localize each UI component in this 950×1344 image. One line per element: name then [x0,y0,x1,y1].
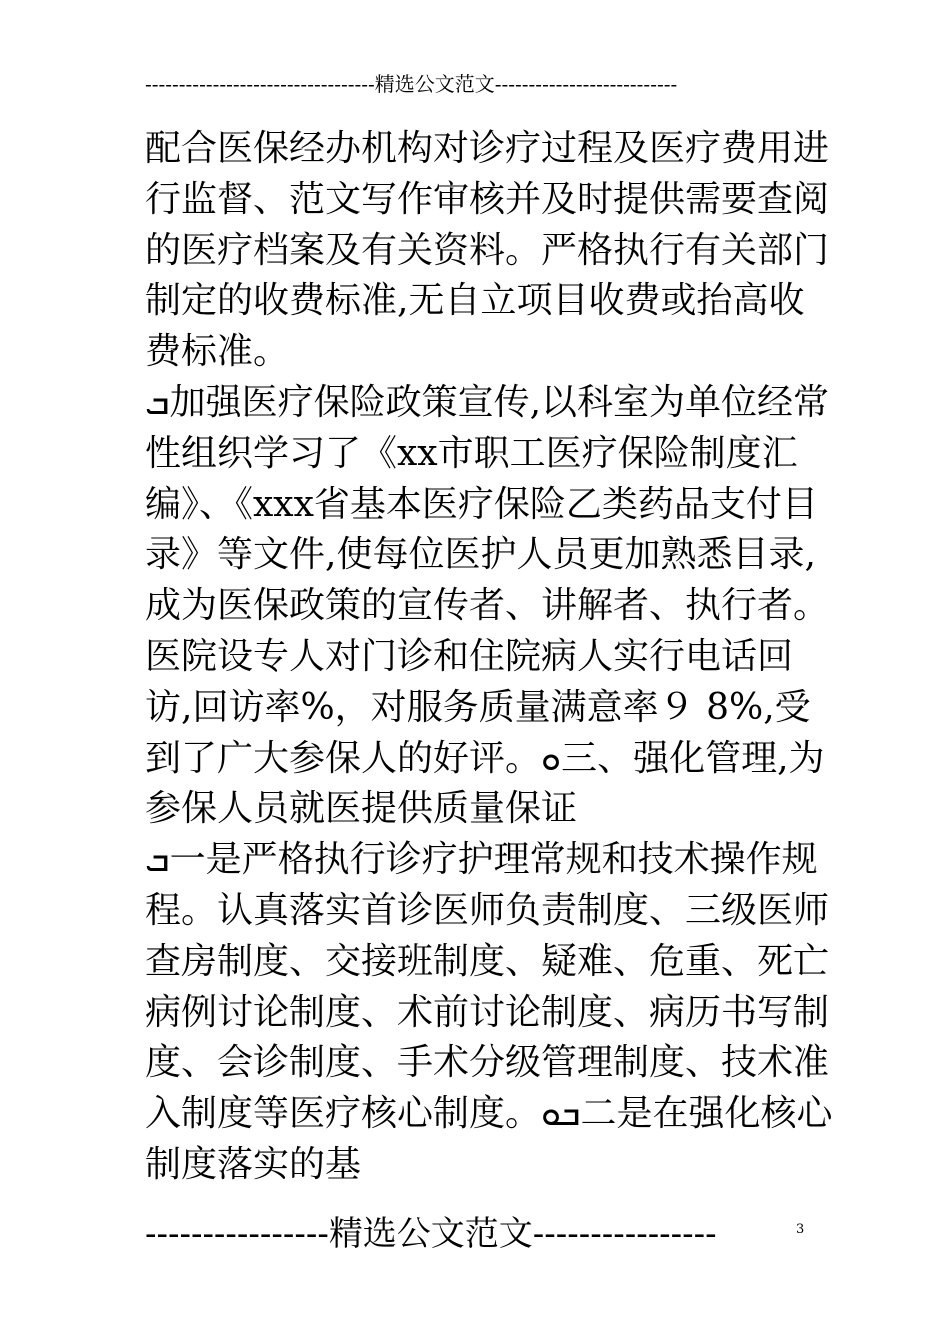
document-body [145,124,835,1191]
page-header: ----------------------------------精选公文范文--------------------------- [145,72,678,96]
page-number: 3 [796,1222,805,1237]
paragraph: ܒ加强医疗保险政策宣传,以科室为单位经常性组织学习了《xx市职工医疗保险制度汇编》、《xxx省基本医疗保险乙类药品支付目录》等文件,使每位医护人员更加熟悉目录,成为医保政策的宣传者、讲解者、执行者。医院设专人对门诊和住院病人实行电话回访,回访率%，对服务质量满意率９ 8%,受到了广大参保人的好评。ܘ三、强化管理,为参保人员就医提供质量保证 [145,381,830,830]
paragraph: 配合医保经办机构对诊疗过程及医疗费用进行监督、范文写作审核并及时提供需要查阅的医疗档案及有关资料。严格执行有关部门制定的收费标准,无自立项目收费或抬高收费标准。 [145,128,830,373]
page-footer: ----------------精选公文范文---------------- [145,1214,717,1254]
paragraph: ܒ一是严格执行诊疗护理常规和技术操作规程。认真落实首诊医师负责制度、三级医师查房制度、交接班制度、疑难、危重、死亡病例讨论制度、术前讨论制度、病历书写制度、会诊制度、手术分级管理制度、技术准入制度等医疗核心制度。ܒܘ二是在强化核心制度落实的基 [145,839,833,1185]
